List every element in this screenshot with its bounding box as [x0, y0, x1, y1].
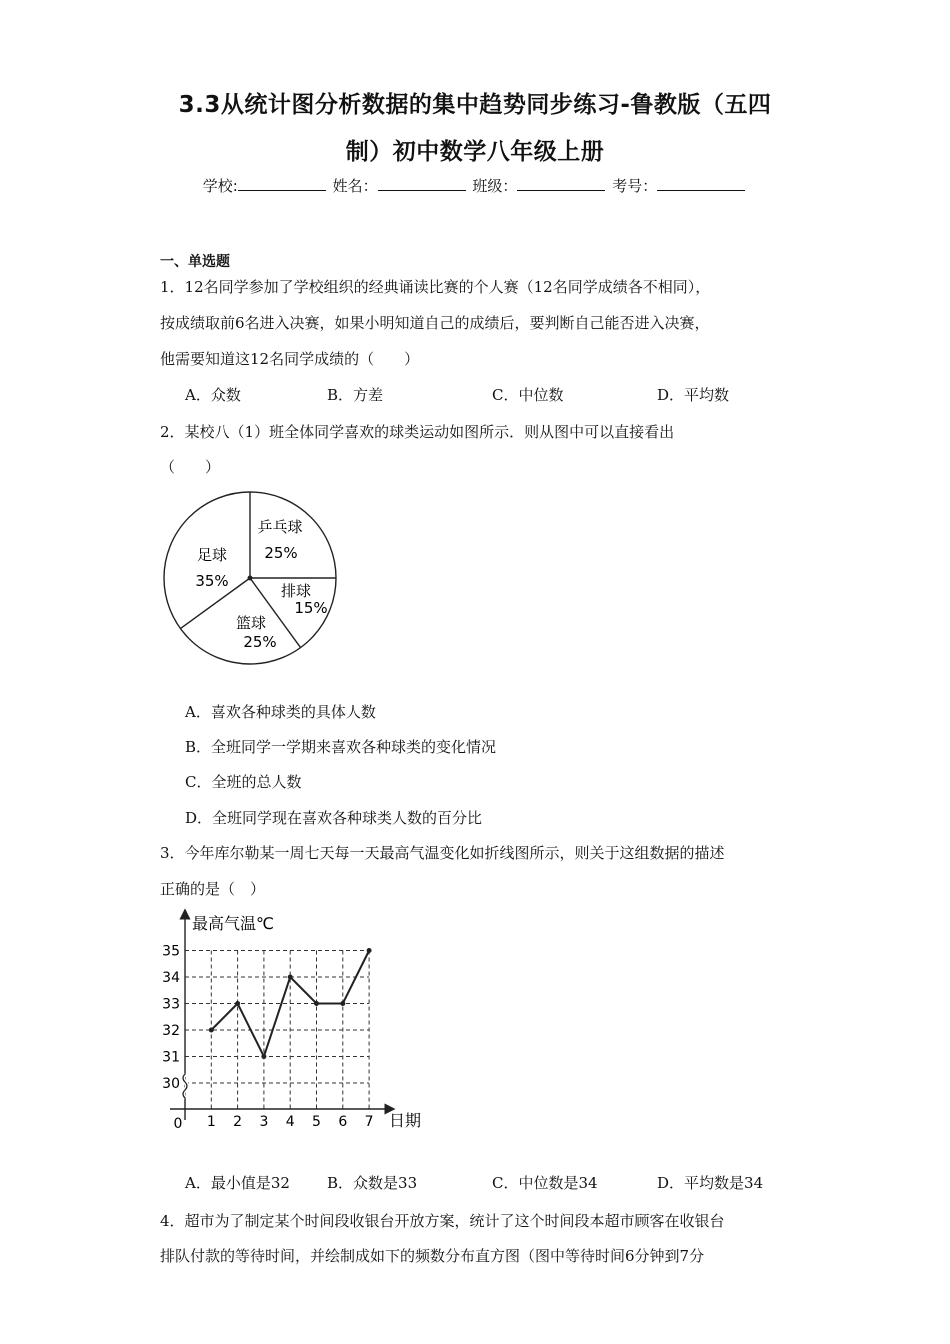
- q1-stem-line2: 按成绩取前6名进入决赛，如果小明知道自己的成绩后，要判断自己能否进入决赛，: [160, 314, 710, 332]
- q2-stem-line1: 2．某校八（1）班全体同学喜欢的球类运动如图所示．则从图中可以直接看出: [160, 423, 675, 441]
- y-axis-label: 最高气温℃: [192, 914, 274, 933]
- origin-label: 0: [173, 1116, 183, 1132]
- q1-stem-line3: 他需要知道这12名同学成绩的（ ）: [160, 350, 420, 368]
- q2-option-c[interactable]: C．全班的总人数: [185, 773, 302, 791]
- q1-option-a[interactable]: A．众数: [185, 386, 241, 404]
- x-axis-label: 日期: [389, 1111, 422, 1130]
- q4-stem-line2: 排队付款的等待时间，并绘制成如下的频数分布直方图（图中等待时间6分钟到7分: [160, 1247, 705, 1265]
- y-tick-label: 32: [162, 1023, 180, 1039]
- data-point: [367, 948, 372, 953]
- q4-stem-line1: 4．超市为了制定某个时间段收银台开放方案，统计了这个时间段本超市顾客在收银台: [160, 1212, 725, 1230]
- pie-slice-name-pingpong: 乒乓球: [257, 518, 303, 536]
- temperature-line-chart: [160, 908, 430, 1138]
- pie-chart: [160, 488, 340, 668]
- pie-slice-name-football: 足球: [196, 546, 228, 564]
- section-title: 一、单选题: [160, 254, 230, 270]
- data-point: [209, 1028, 214, 1033]
- y-tick-label: 35: [162, 943, 180, 960]
- student-info-row: [0, 175, 950, 196]
- q1-stem-line1: 1．12名同学参加了学校组织的经典诵读比赛的个人赛（12名同学成绩各不相同），: [160, 278, 711, 296]
- q3-stem-line1: 3．今年库尔勒某一周七天每一天最高气温变化如折线图所示，则关于这组数据的描述: [160, 844, 725, 862]
- q2-stem-line2: （ ）: [160, 458, 221, 476]
- pie-slice-name-basketball: 篮球: [235, 614, 267, 632]
- q3-option-a[interactable]: A．最小值是32: [185, 1174, 290, 1192]
- x-tick-label: 6: [338, 1114, 348, 1130]
- y-tick-label: 33: [162, 996, 180, 1013]
- data-point: [288, 975, 293, 980]
- data-point: [235, 1001, 240, 1006]
- y-tick-label: 31: [162, 1049, 180, 1066]
- pie-slice-name-volleyball: 排球: [280, 582, 312, 600]
- exam-no-field[interactable]: [657, 176, 745, 191]
- class-field[interactable]: [517, 176, 605, 191]
- y-tick-label: 30: [162, 1076, 180, 1092]
- q2-option-b[interactable]: B．全班同学一学期来喜欢各种球类的变化情况: [185, 738, 497, 756]
- q2-option-a[interactable]: A．喜欢各种球类的具体人数: [185, 703, 376, 721]
- q1-option-c[interactable]: C．中位数: [492, 386, 564, 404]
- name-field[interactable]: [378, 176, 466, 191]
- x-tick-label: 3: [259, 1114, 269, 1130]
- q3-option-d[interactable]: D．平均数是34: [657, 1174, 764, 1192]
- q3-option-c[interactable]: C．中位数是34: [492, 1174, 598, 1192]
- q3-stem-line2: 正确的是（ ）: [160, 880, 266, 898]
- page-title-line2: 制）初中数学八年级上册: [345, 139, 605, 165]
- x-tick-label: 4: [285, 1114, 295, 1130]
- x-tick-label: 5: [312, 1114, 321, 1130]
- class-label: 班级：: [472, 177, 518, 195]
- pie-slice-label-volleyball: 15%: [294, 599, 328, 617]
- school-field[interactable]: [238, 176, 326, 191]
- x-tick-label: 1: [206, 1114, 216, 1130]
- q1-option-d[interactable]: D．平均数: [657, 386, 730, 404]
- pie-slice-label-football: 35%: [195, 572, 229, 590]
- data-point: [340, 1001, 345, 1006]
- page-title-line1: 3.3从统计图分析数据的集中趋势同步练习-鲁教版（五四: [178, 92, 772, 118]
- y-tick-label: 34: [162, 970, 180, 986]
- pie-slice-label-basketball: 25%: [243, 633, 277, 651]
- data-point: [314, 1001, 319, 1006]
- pie-slice-label-pingpong: 25%: [264, 544, 298, 562]
- x-tick-label: 2: [233, 1114, 243, 1130]
- school-label: 学校:: [202, 177, 238, 195]
- q3-option-b[interactable]: B．众数是33: [327, 1174, 418, 1192]
- q2-option-d[interactable]: D．全班同学现在喜欢各种球类人数的百分比: [185, 809, 483, 827]
- exam-no-label: 考号：: [612, 177, 658, 195]
- x-tick-label: 7: [364, 1114, 374, 1130]
- name-label: 姓名：: [332, 177, 378, 195]
- q1-option-b[interactable]: B．方差: [327, 386, 384, 404]
- data-point: [261, 1054, 266, 1059]
